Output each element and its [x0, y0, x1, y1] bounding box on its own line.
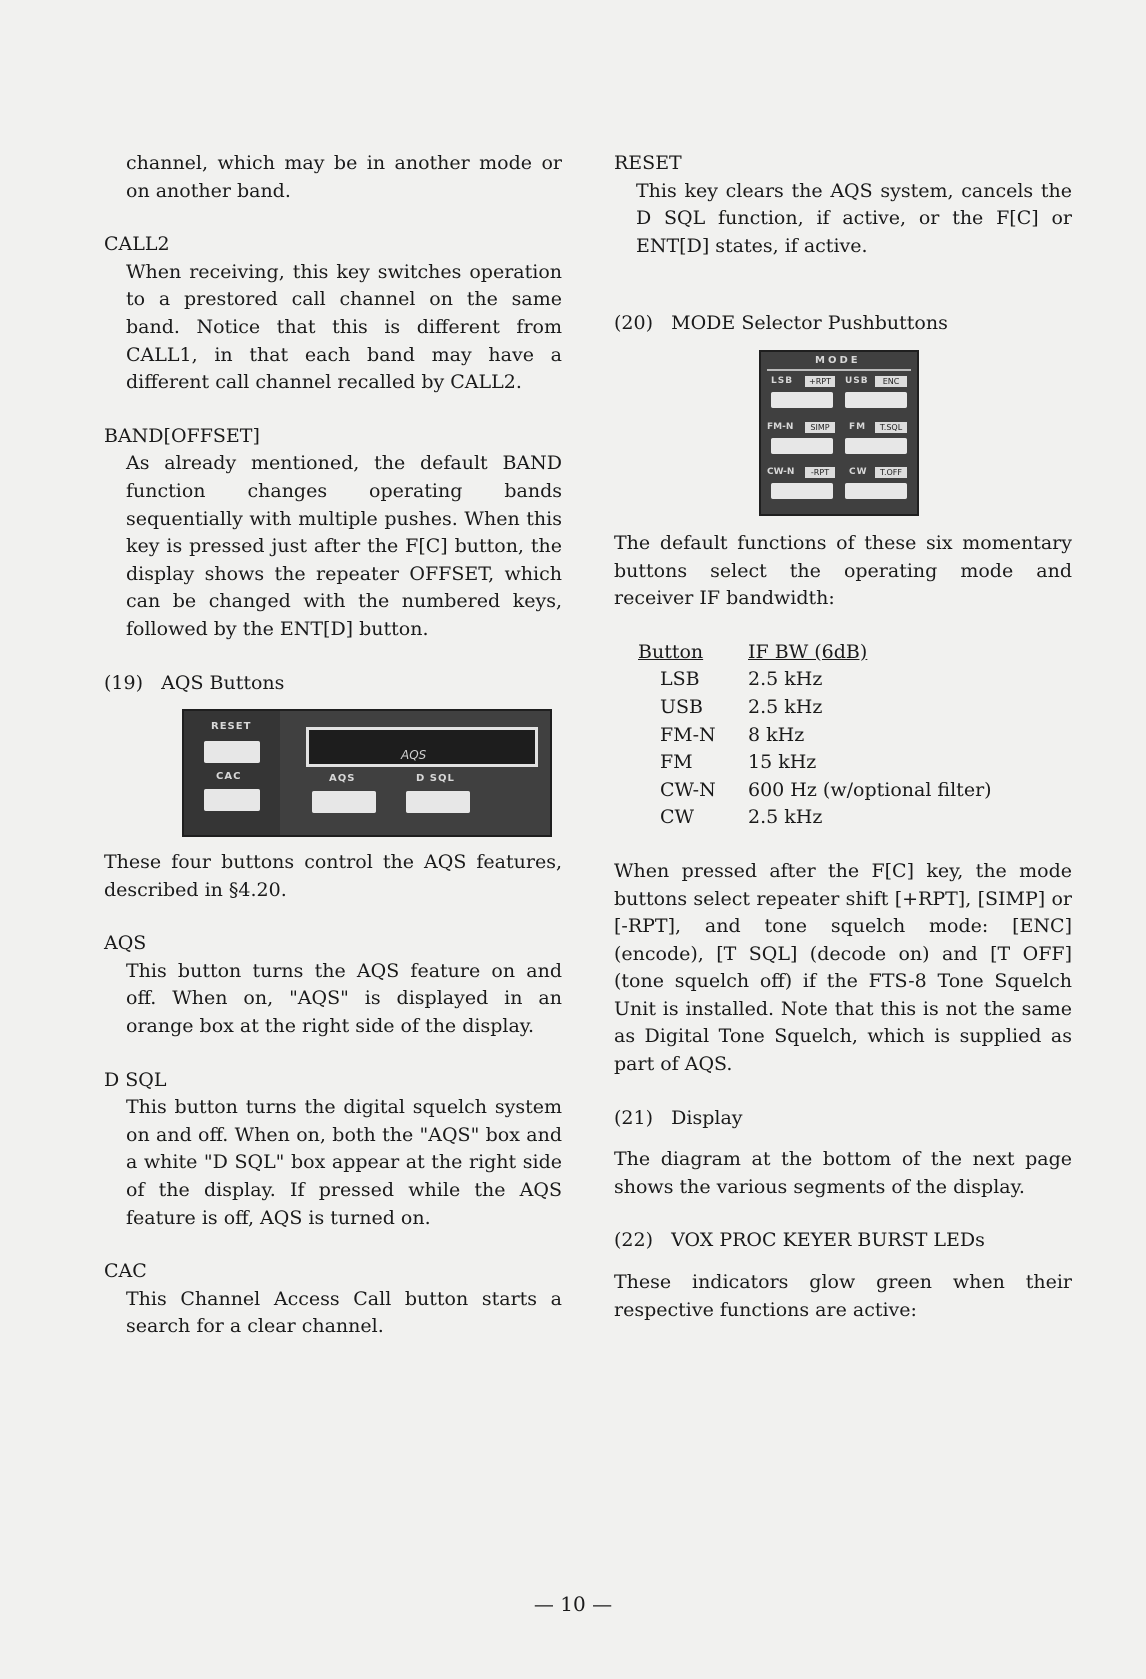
band-offset-heading: BAND[OFFSET] [104, 424, 260, 447]
table-header-bw: IF BW (6dB) [748, 640, 868, 663]
section-number: (19) [104, 671, 144, 694]
display-text: The diagram at the bottom of the next page shows the various segments of the display. [614, 1148, 1072, 1198]
cac-heading: CAC [104, 1260, 147, 1283]
aqs-display-box [306, 727, 538, 767]
section-number: (22) [614, 1229, 654, 1252]
reset-text: This key clears the AQS system, cancels the D SQL function, if active, or the F[C] or ENT[D] states, if active. [636, 179, 1072, 257]
call2-heading: CALL2 [104, 233, 170, 256]
mode-label-cw: CW [849, 466, 868, 477]
table-cell-button: USB [660, 695, 703, 718]
figure-label-cac: CAC [216, 771, 242, 783]
fm-button-illustration [845, 438, 907, 454]
fmn-button-illustration [771, 438, 833, 454]
table-cell-bw: 2.5 kHz [748, 806, 823, 829]
table-cell-button: CW-N [660, 778, 716, 801]
display-heading [614, 1105, 1072, 1133]
aqs-display-label: AQS [401, 748, 427, 763]
mode-description: The default functions of these six momentary buttons select the operating mode and receiver IF bandwidth: [614, 531, 1072, 610]
table-cell-bw: 2.5 kHz [748, 668, 823, 691]
band-offset-text: As already mentioned, the default BAND function changes operating bands sequentially with multiple pushes. When this key is pressed just after the F[C] button, the display shows the repeater OFFSET, which can be changed with the numbered keys, followed by the ENT[D] button. [126, 452, 562, 640]
aqs-buttons-heading [104, 670, 562, 698]
mode-tag-minus-rpt: -RPT [805, 467, 835, 478]
leds-heading [614, 1227, 1072, 1255]
table-row [638, 694, 1072, 722]
mode-tag-enc: ENC [875, 376, 907, 387]
figure-label-aqs: AQS [329, 773, 356, 785]
page-number: — 10 — [533, 1592, 613, 1616]
section-number: (20) [614, 312, 654, 335]
cac-button-illustration [204, 789, 260, 811]
table-cell-bw: 600 Hz (w/optional filter) [748, 778, 992, 801]
table-cell-button: FM [660, 751, 693, 774]
mode-label-fmn: FM-N [767, 421, 794, 432]
usb-button-illustration [845, 392, 907, 408]
cwn-button-illustration [771, 483, 833, 499]
table-cell-button: FM-N [660, 723, 716, 746]
aqs-intro-text: These four buttons control the AQS features, described in §4.20. [104, 851, 562, 901]
table-cell-bw: 2.5 kHz [748, 695, 823, 718]
mode-label-usb: USB [845, 375, 869, 386]
intro-paragraph: channel, which may be in another mode or on another band. [126, 152, 562, 202]
mode-label-fm: FM [849, 421, 867, 432]
figure-label-dsql: D SQL [416, 773, 455, 785]
dsql-button-illustration [406, 791, 470, 813]
table-cell-bw: 15 kHz [748, 751, 817, 774]
mode-label-cwn: CW-N [767, 466, 795, 477]
table-header-button: Button [638, 640, 704, 663]
mode-tag-tsql: T.SQL [875, 422, 907, 433]
aqs-button-illustration [312, 791, 376, 813]
table-row [638, 666, 1072, 694]
left-column [104, 150, 562, 1341]
table-row [638, 722, 1072, 750]
section-title: Display [671, 1106, 743, 1129]
table-row [638, 804, 1072, 832]
mode-tag-simp: SIMP [805, 422, 835, 433]
dsql-text: This button turns the digital squelch system on and off. When on, both the "AQS" box and a white "D SQL" box appear at the right side of the display. If pressed while the AQS feature is off, AQS is turned on. [126, 1096, 562, 1229]
call2-text: When receiving, this key switches operation to a prestored call channel on the same band. Notice that this is different from CALL1, in that each band may have a different call channel recalled by CALL2. [126, 260, 562, 394]
reset-button-illustration [204, 741, 260, 763]
mode-buttons-figure [759, 350, 919, 516]
reset-heading: RESET [614, 152, 682, 174]
section-title: VOX PROC KEYER BURST LEDs [671, 1229, 985, 1252]
mode-heading [614, 310, 1072, 338]
cac-text: This Channel Access Call button starts a search for a clear channel. [126, 1287, 562, 1338]
table-cell-button: CW [660, 806, 695, 829]
table-row [638, 749, 1072, 777]
section-title: MODE Selector Pushbuttons [671, 312, 948, 335]
cw-button-illustration [845, 483, 907, 499]
aqs-text: This button turns the AQS feature on and off. When on, "AQS" is displayed in an orange box at the right side of the display. [126, 959, 562, 1038]
mode-tag-plus-rpt: +RPT [805, 376, 835, 387]
table-row [638, 777, 1072, 805]
table-cell-button: LSB [660, 668, 700, 691]
mode-label-lsb: LSB [771, 375, 794, 386]
mode-fc-description: When pressed after the F[C] key, the mode buttons select repeater shift [+RPT], [SIMP] or [-RPT], and tone squelch mode: [ENC] (encode), [T SQL] (decode on) and [T OFF] (tone squelch off) if the FTS-8 Tone Squelch Unit is installed. Note that this is not the same as Digital Tone Squelch, which is supplied as part of AQS. [614, 859, 1072, 1076]
dsql-heading: D SQL [104, 1068, 167, 1091]
bandwidth-table [638, 639, 1072, 832]
mode-figure-header: MODE [815, 354, 861, 366]
aqs-heading: AQS [104, 932, 147, 955]
mode-tag-toff: T.OFF [875, 467, 907, 478]
section-title: AQS Buttons [161, 671, 285, 694]
leds-text: These indicators glow green when their respective functions are active: [614, 1271, 1072, 1321]
lsb-button-illustration [771, 392, 833, 408]
aqs-buttons-figure [182, 709, 552, 837]
figure-label-reset: RESET [211, 721, 252, 733]
right-column [614, 150, 1072, 1324]
table-cell-bw: 8 kHz [748, 723, 805, 746]
section-number: (21) [614, 1106, 654, 1129]
table-header-row [638, 639, 1072, 667]
